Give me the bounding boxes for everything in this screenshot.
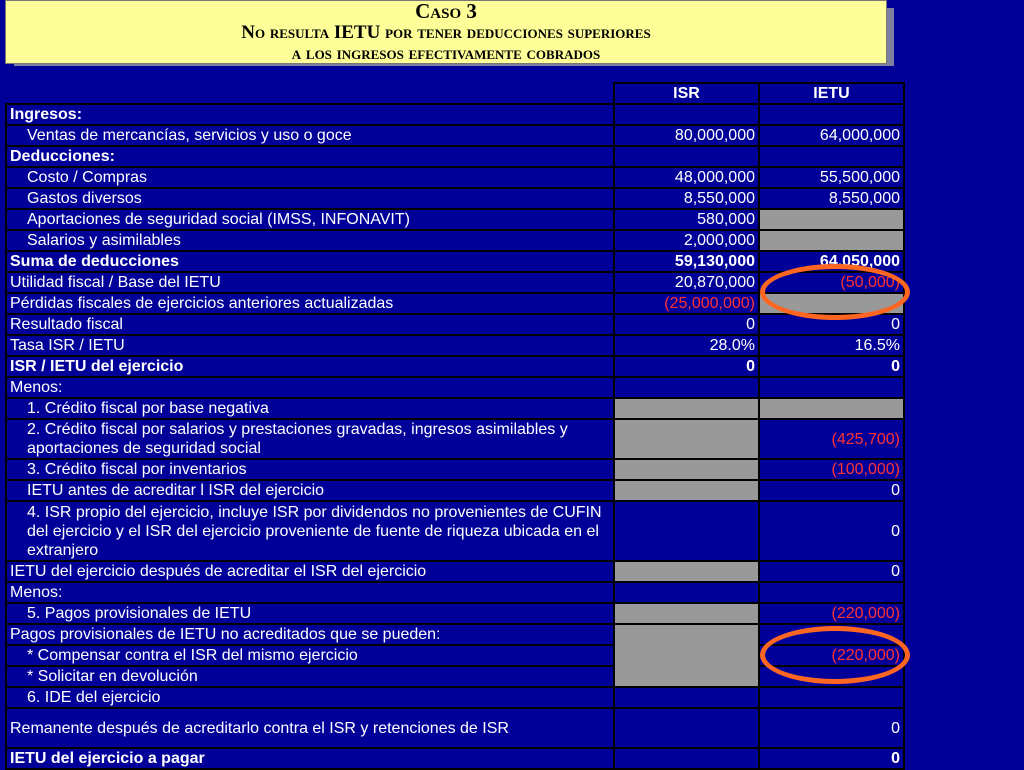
title-line-2: No resulta IETU por tener deducciones superiores [241,22,651,43]
isr-value [614,603,759,624]
isr-value: 0 [614,314,759,335]
highlight-circle-compensar [760,626,910,684]
header-empty-cell [6,83,614,104]
isr-value: 59,130,000 [614,251,759,272]
isr-value [614,459,759,480]
header-ietu: IETU [759,83,904,104]
table-row [6,708,904,748]
table-row [6,377,904,398]
ietu-value [759,398,904,419]
table-row [6,230,904,251]
row-label: * Compensar contra el ISR del mismo ejercicio [6,645,614,666]
isr-value [614,624,759,687]
isr-value [614,377,759,398]
row-label: 3. Crédito fiscal por inventarios [6,459,614,480]
ietu-value: (50,000) [759,272,904,293]
isr-value: 28.0% [614,335,759,356]
ietu-value: 0 [759,708,904,748]
table-row [6,501,904,561]
ietu-value: 0 [759,748,904,769]
ietu-value: 55,500,000 [759,167,904,188]
table-row [6,335,904,356]
row-label: 6. IDE del ejercicio [6,687,614,708]
table-row [6,188,904,209]
title-line-3: a los ingresos efectivamente cobrados [291,43,601,64]
isr-value [614,748,759,769]
table-row [6,209,904,230]
row-label: IETU del ejercicio a pagar [6,748,614,769]
ietu-value: 0 [759,561,904,582]
isr-value [614,561,759,582]
table-row [6,419,904,459]
header-row [6,83,904,104]
row-label: Utilidad fiscal / Base del IETU [6,272,614,293]
ietu-value: 8,550,000 [759,188,904,209]
row-label: IETU del ejercicio después de acreditar el ISR del ejercicio [6,561,614,582]
ietu-value: 64,050,000 [759,251,904,272]
title-box [5,0,887,64]
ietu-value: (220,000) [759,645,904,666]
ietu-value: 0 [759,356,904,377]
table-row [6,687,904,708]
table-row [6,146,904,167]
isr-value: 580,000 [614,209,759,230]
ietu-value: 0 [759,501,904,561]
row-label: 1. Crédito fiscal por base negativa [6,398,614,419]
table-row [6,561,904,582]
row-label: Deducciones: [6,146,614,167]
ietu-value: 16.5% [759,335,904,356]
row-label: Gastos diversos [6,188,614,209]
isr-value [614,501,759,561]
row-label: Pérdidas fiscales de ejercicios anteriores actualizadas [6,293,614,314]
isr-value [614,480,759,501]
row-label: Ingresos: [6,104,614,125]
table-row [6,314,904,335]
row-label: Resultado fiscal [6,314,614,335]
header-isr: ISR [614,83,759,104]
row-label: Salarios y asimilables [6,230,614,251]
isr-value [614,104,759,125]
table-row [6,125,904,146]
isr-value: 80,000,000 [614,125,759,146]
isr-value [614,708,759,748]
row-label: * Solicitar en devolución [6,666,614,687]
ietu-value: 0 [759,480,904,501]
isr-value [614,687,759,708]
isr-value [614,398,759,419]
table-row [6,356,904,377]
isr-value: (25,000,000) [614,293,759,314]
ietu-value [759,209,904,230]
ietu-value [759,377,904,398]
ietu-value [759,582,904,603]
table-row [6,167,904,188]
isr-value [614,582,759,603]
table-row [6,104,904,125]
isr-value [614,419,759,459]
ietu-value [759,230,904,251]
ietu-value: (425,700) [759,419,904,459]
ietu-value [759,687,904,708]
ietu-value: 0 [759,314,904,335]
isr-value: 8,550,000 [614,188,759,209]
isr-value: 2,000,000 [614,230,759,251]
isr-value: 48,000,000 [614,167,759,188]
table-row [6,582,904,603]
table-row [6,748,904,769]
table-row [6,459,904,480]
row-label: Aportaciones de seguridad social (IMSS, INFONAVIT) [6,209,614,230]
row-label: Tasa ISR / IETU [6,335,614,356]
title-line-1: Caso 3 [415,0,477,23]
row-label: ISR / IETU del ejercicio [6,356,614,377]
table-row [6,398,904,419]
ietu-value: (100,000) [759,459,904,480]
row-label: IETU antes de acreditar l ISR del ejercicio [6,480,614,501]
row-label: Menos: [6,377,614,398]
isr-value: 0 [614,356,759,377]
row-label: 4. ISR propio del ejercicio, incluye ISR por dividendos no provenientes de CUFIN del ejercicio y el ISR del ejercicio proveniente de fuente de riqueza ubicada en el extranjero [6,501,614,561]
row-label: Remanente después de acreditarlo contra el ISR y retenciones de ISR [6,708,614,748]
ietu-value [759,104,904,125]
highlight-circle-base-ietu [760,264,910,320]
isr-value: 20,870,000 [614,272,759,293]
row-label: 5. Pagos provisionales de IETU [6,603,614,624]
row-label: Costo / Compras [6,167,614,188]
row-label: 2. Crédito fiscal por salarios y prestaciones gravadas, ingresos asimilables y aportaciones de seguridad social [6,419,614,459]
ietu-value: (220,000) [759,603,904,624]
ietu-value [759,146,904,167]
isr-value [614,146,759,167]
row-label: Suma de deducciones [6,251,614,272]
table-row [6,603,904,624]
row-label: Ventas de mercancías, servicios y uso o goce [6,125,614,146]
table-row [6,251,904,272]
row-label: Pagos provisionales de IETU no acreditados que se pueden: [6,624,614,645]
ietu-value: 64,000,000 [759,125,904,146]
table-row [6,480,904,501]
row-label: Menos: [6,582,614,603]
